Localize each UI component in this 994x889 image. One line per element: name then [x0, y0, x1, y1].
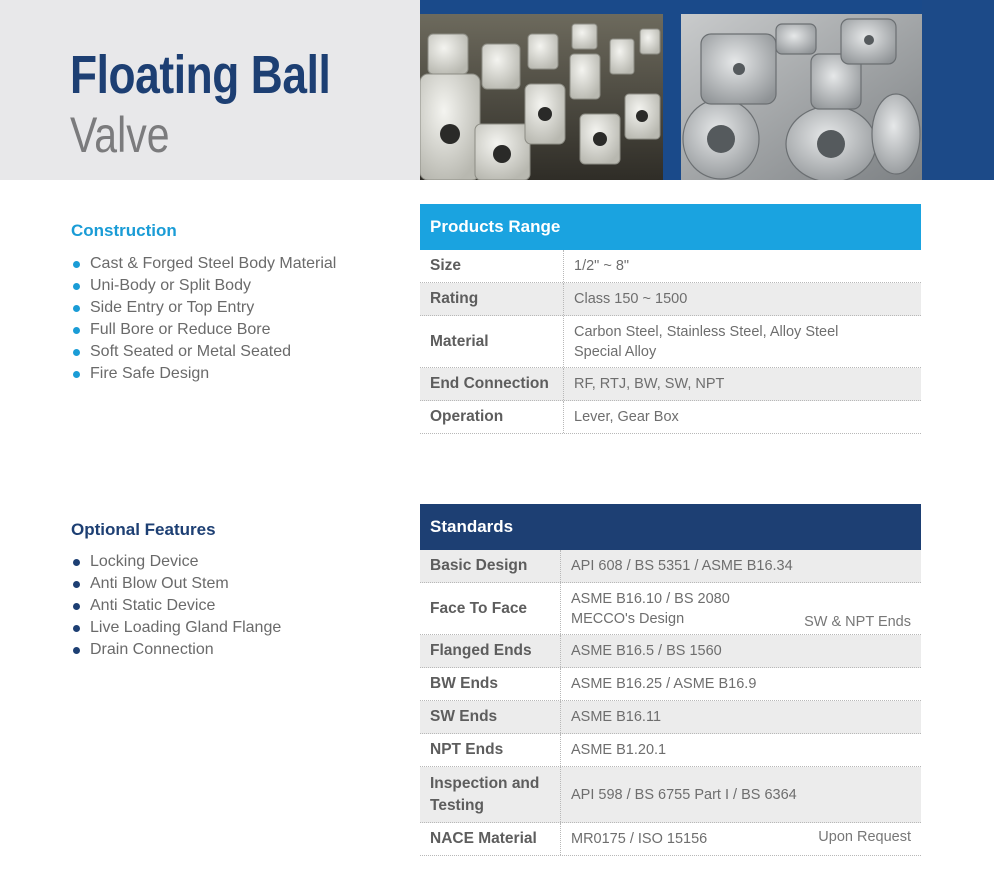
row-value: ASME B16.5 / BS 1560 — [571, 643, 722, 659]
standards-table — [420, 504, 921, 856]
row-value: ASME B16.10 / BS 2080 MECCO's Design — [571, 590, 730, 627]
row-label: Rating — [420, 283, 564, 315]
bullet-icon — [73, 305, 80, 312]
row-label: SW Ends — [420, 701, 561, 733]
table-row — [420, 250, 921, 283]
products-range-table — [420, 204, 921, 434]
row-value: 1/2" ~ 8" — [574, 258, 630, 274]
row-label: NPT Ends — [420, 734, 561, 766]
bullet-icon — [73, 625, 80, 632]
row-label: Basic Design — [420, 550, 561, 582]
bullet-icon — [73, 283, 80, 290]
list-item: Fire Safe Design — [71, 363, 336, 385]
row-note: SW & NPT Ends — [804, 614, 911, 630]
row-value: ASME B16.11 — [571, 709, 662, 725]
list-item: Uni-Body or Split Body — [71, 275, 336, 297]
construction-heading: Construction — [71, 221, 177, 240]
bullet-icon — [73, 261, 80, 268]
row-value: ASME B1.20.1 — [571, 742, 667, 758]
standards-heading: Standards — [420, 504, 921, 550]
row-label: End Connection — [420, 368, 564, 400]
row-label: NACE Material — [420, 823, 561, 855]
row-value: API 598 / BS 6755 Part I / BS 6364 — [571, 786, 797, 803]
bullet-icon — [73, 371, 80, 378]
row-label: Flanged Ends — [420, 635, 561, 667]
table-row — [420, 668, 921, 701]
list-item: Live Loading Gland Flange — [71, 617, 281, 639]
row-value: Class 150 ~ 1500 — [574, 291, 688, 307]
table-row — [420, 368, 921, 401]
row-label: Operation — [420, 401, 564, 433]
row-value: RF, RTJ, BW, SW, NPT — [574, 376, 725, 392]
row-label: Inspection and Testing — [420, 767, 561, 822]
construction-list — [71, 253, 336, 385]
bullet-icon — [73, 559, 80, 566]
table-row — [420, 316, 921, 368]
list-item: Full Bore or Reduce Bore — [71, 319, 336, 341]
list-item: Cast & Forged Steel Body Material — [71, 253, 336, 275]
table-row — [420, 583, 921, 635]
row-label: Material — [420, 316, 564, 367]
optional-features-heading: Optional Features — [71, 520, 216, 539]
valve-closeup-photo — [681, 14, 922, 180]
page-title: Floating Ball — [70, 45, 331, 105]
row-value: Carbon Steel, Stainless Steel, Alloy Steel Special Alloy — [574, 323, 839, 360]
row-value: MR0175 / ISO 15156 — [571, 831, 708, 847]
table-row — [420, 635, 921, 668]
bullet-icon — [73, 349, 80, 356]
list-item: Side Entry or Top Entry — [71, 297, 336, 319]
bullet-icon — [73, 647, 80, 654]
table-row — [420, 401, 921, 434]
list-item: Anti Blow Out Stem — [71, 573, 281, 595]
row-value: API 608 / BS 5351 / ASME B16.34 — [571, 558, 793, 574]
row-value: ASME B16.25 / ASME B16.9 — [571, 676, 757, 692]
table-row — [420, 767, 921, 823]
row-value: Lever, Gear Box — [574, 409, 679, 425]
table-row — [420, 823, 921, 856]
bullet-icon — [73, 327, 80, 334]
bullet-icon — [73, 603, 80, 610]
table-row — [420, 701, 921, 734]
table-row — [420, 734, 921, 767]
row-label: BW Ends — [420, 668, 561, 700]
valve-rows-photo — [420, 14, 663, 180]
row-note: Upon Request — [818, 829, 911, 845]
list-item: Soft Seated or Metal Seated — [71, 341, 336, 363]
list-item: Anti Static Device — [71, 595, 281, 617]
photo-band-strip — [922, 0, 994, 180]
list-item: Locking Device — [71, 551, 281, 573]
optional-features-list — [71, 551, 281, 661]
row-label: Size — [420, 250, 564, 282]
table-row — [420, 283, 921, 316]
row-label: Face To Face — [420, 583, 561, 634]
page-subtitle: Valve — [70, 107, 170, 163]
list-item: Drain Connection — [71, 639, 281, 661]
products-range-heading: Products Range — [420, 204, 921, 250]
table-row — [420, 550, 921, 583]
bullet-icon — [73, 581, 80, 588]
